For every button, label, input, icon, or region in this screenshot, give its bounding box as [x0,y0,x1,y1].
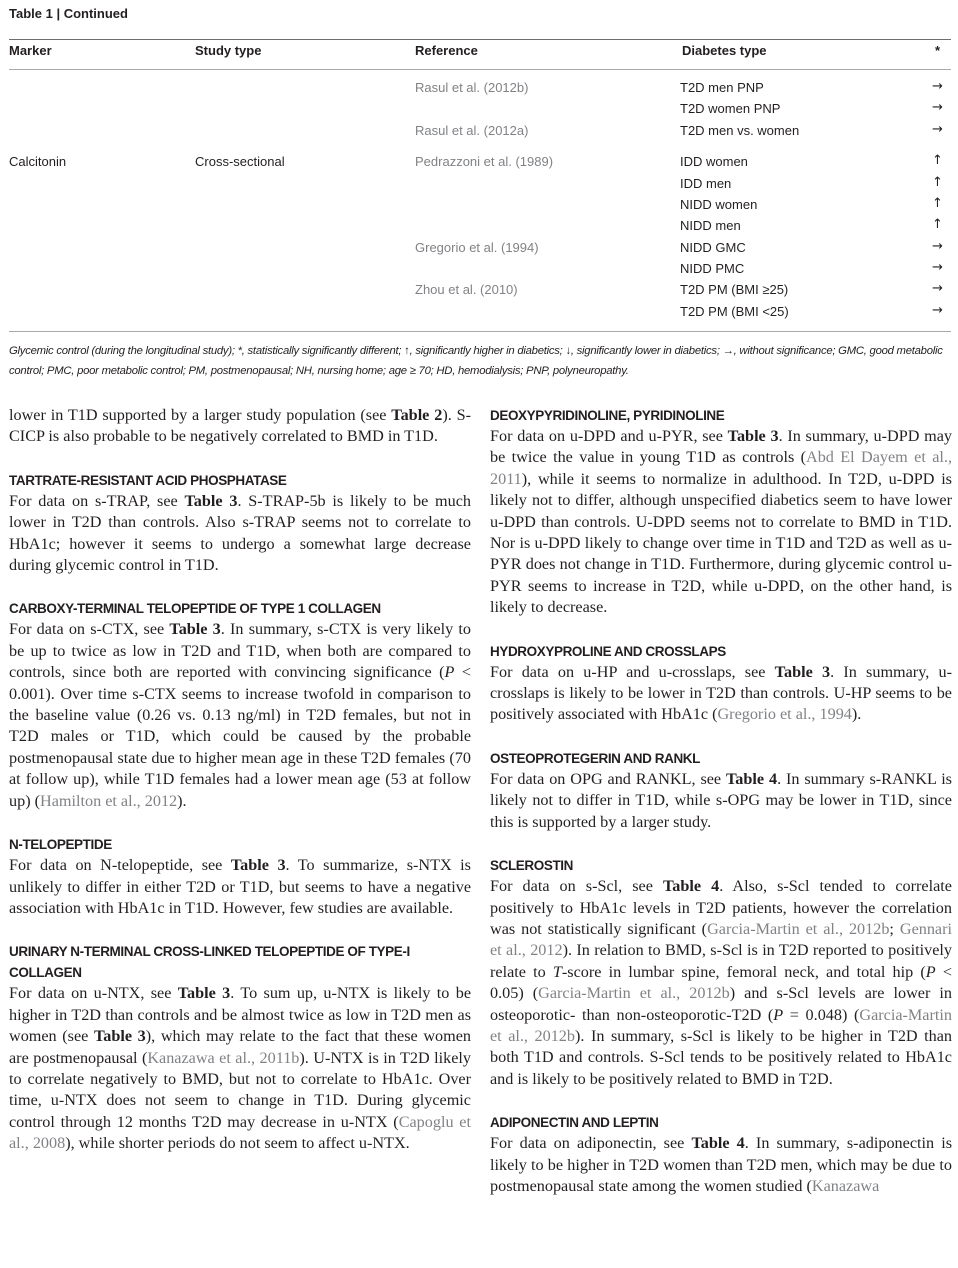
cell-reference[interactable]: Zhou et al. (2010) [415,282,518,297]
arrow-right-icon: → [932,260,943,275]
table-header-rule [9,69,951,70]
cell-reference[interactable]: Pedrazzoni et al. (1989) [415,154,554,169]
paragraph: For data on u-HP and u-crosslaps, see Table 3. In summary, u-crosslaps is likely to be lower in T2D than controls. U-HP seems to be positively associated with HbA1c (Gregorio et al., 1994). [490,662,952,724]
table-link[interactable]: Table 2 [391,406,443,424]
arrow-right-icon: → [932,122,943,137]
arrow-right-icon: → [932,303,943,318]
column-header-diabetes-type: Diabetes type [682,43,767,58]
table-footnote: Glycemic control (during the longitudinal study); *, statistically significantly different; ↑, significantly higher in diabetics; ↓, significantly lower in diabetics; →, without significance; GMC, good metabolic control; PMC, poor metabolic control; PM, postmenopausal; NH, nursing home; age ≥ 70; HD, hemodialysis; PNP, polyneuropathy. [9,345,943,377]
arrow-right-icon: → [932,281,943,296]
cell-diabetes-type: NIDD men [680,218,741,233]
cell-reference[interactable]: Gregorio et al. (1994) [415,240,539,255]
section-ctx [9,598,471,812]
section-untx [9,941,471,1154]
cell-diabetes-type: NIDD PMC [680,261,745,276]
section-heading: N-TELOPEPTIDE [9,837,112,853]
citation-link[interactable]: Gregorio et al., 1994 [717,705,852,724]
table-link[interactable]: Table 4 [691,1134,745,1153]
paragraph: For data on s-Scl, see Table 4. Also, s-Scl tended to correlate positively to HbA1c levels in T2D patients, however the correlation was not statistically significant (Garcia-Martin et al., 2012b; Gennari et al., 2012). In relation to BMD, s-Scl is in T2D reported to positively relate to T-score in lumbar spine, femoral neck, and total hip (P < 0.05) (Garcia-Martin et al., 2012b) and s-Scl levels are lower in osteoporotic- than non-osteoporotic-T2D (P = 0.048) (Garcia-Martin et al., 2012b). In summary, s-Scl is likely to be higher in T2D than both T1D and controls. S-Scl tends to be positively related to HbA1c and is likely to be positively related to BMD in T2D. [490,877,953,1088]
right-column [490,405,952,1219]
cell-reference[interactable]: Rasul et al. (2012b) [415,80,529,95]
section-heading: DEOXYPYRIDINOLINE, PYRIDINOLINE [490,408,725,423]
citation-link[interactable]: Kanazawa et al., 2011b [147,1048,300,1067]
section-adiponectin [490,1112,952,1197]
cell-diabetes-type: IDD women [680,154,748,169]
cell-marker: Calcitonin [9,154,67,169]
cell-diabetes-type: T2D PM (BMI <25) [680,304,789,319]
section-opg [490,748,952,833]
column-header-marker: Marker [9,43,52,58]
section-heading: ADIPONECTIN AND LEPTIN [490,1115,659,1131]
cell-reference[interactable]: Rasul et al. (2012a) [415,123,529,138]
arrow-up-icon: ↑ [932,175,943,190]
paragraph: For data on adiponectin, see Table 4. In summary, s-adiponectin is likely to be higher in T2D women than T2D men, which may be due to postmenopausal state among the women studied (Kanazawa [490,1134,953,1195]
section-trap [9,470,471,577]
citation-link[interactable]: Garcia-Martin et al., 2012b [538,984,730,1003]
table-link[interactable]: Table 3 [93,1027,146,1046]
cell-diabetes-type: T2D PM (BMI ≥25) [680,282,789,297]
arrow-right-icon: → [932,100,943,115]
cell-diabetes-type: T2D women PNP [680,101,781,116]
citation-link[interactable]: Garcia-Martin et al., 2012b [490,1005,952,1045]
citation-link[interactable]: Gennari et al., 2012 [490,919,953,960]
cell-diabetes-type: T2D men vs. women [680,123,800,138]
column-header-significance: * [935,43,941,58]
cell-study-type: Cross-sectional [195,154,285,169]
arrow-right-icon: → [932,239,943,254]
table-top-rule [9,39,951,40]
table-link[interactable]: Table 3 [177,984,231,1003]
paragraph: For data on N-telopeptide, see Table 3. To summarize, s-NTX is unlikely to differ in either T2D or T1D, but seems to have a negative association with HbA1c in T1D. However, few studies are available. [9,856,471,917]
paragraph: For data on u-NTX, see Table 3. To sum up, u-NTX is likely to be higher in T2D than controls and be almost twice as low in T2D men as women (see Table 3), which may relate to the fact that these women are postmenopausal (Kanazawa et al., 2011b). U-NTX is in T2D likely to correlate negatively to BMD, but not to correlate to HbA1c. Over time, u-NTX does not seem to change in T1D. During glycemic control through 12 months T2D may decrease in u-NTX (Capoglu et al., 2008), while shorter periods do not seem to affect u-NTX. [9,984,472,1153]
cell-diabetes-type: IDD men [680,176,732,191]
table-title: Table 1 | Continued [9,6,128,21]
arrow-up-icon: ↑ [932,217,943,232]
section-heading: HYDROXYPROLINE AND CROSSLAPS [490,643,726,659]
table-bottom-rule [9,331,951,332]
table-link[interactable]: Table 3 [230,856,286,875]
paragraph: For data on s-CTX, see Table 3. In summary, s-CTX is very likely to be up to twice as low in T2D and T1D, when both are compared to controls, since both are reported with convincing significance (P < 0.001). Over time s-CTX seems to increase twofold in comparison to the baseline value (0.26 vs. 0.13 ng/ml) in T2D females, but not in T2D males or T1D, which could be caused by the probable postmenopausal state due to higher mean age in these T2D females (70 at follow up), while T1D females had a lower mean age (53 at follow up) (Hamilton et al., 2012). [9,620,471,810]
paragraph: For data on s-TRAP, see Table 3. S-TRAP-5b is likely to be much lower in T2D than controls. Also s-TRAP seems not to correlate to HbA1c; however it seems to undergo a somewhat large decrease during glycemic control in T1D. [9,491,472,575]
arrow-up-icon: ↑ [932,153,943,168]
paragraph: For data on u-DPD and u-PYR, see Table 3. In summary, u-DPD may be twice the value in young T1D as controls (Abd El Dayem et al., 2011), while it seems to normalize in adulthood. In T2D, u-DPD is likely not to differ, although unspecified diabetics seem to have lower u-DPD than controls. U-DPD seems not to correlate to BMD in T1D. Nor is u-DPD likely to change over time in T1D and T2D as well as u-PYR does not change in T1D. Furthermore, during glycemic control u-PYR seems to increase in T2D, while u-DPD, on the other hand, is likely to decrease. [490,427,952,617]
section-ntx [9,834,471,919]
table-link[interactable]: Table 4 [726,769,778,788]
citation-link[interactable]: Hamilton et al., 2012 [40,791,178,810]
section-cicp-continued [9,405,471,448]
arrow-right-icon: → [932,79,943,94]
section-heading: TARTRATE-RESISTANT ACID PHOSPHATASE [9,472,287,488]
section-heading: OSTEOPROTEGERIN AND RANKL [490,750,701,766]
column-header-reference: Reference [415,43,478,58]
section-heading: SCLEROSTIN [490,858,574,874]
citation-link[interactable]: Capoglu et al., 2008 [9,1112,471,1153]
section-dpd [490,405,952,619]
table-link[interactable]: Table 3 [774,662,831,681]
table-link[interactable]: Table 3 [727,427,779,445]
citation-link[interactable]: Kanazawa [811,1176,880,1195]
paragraph: For data on OPG and RANKL, see Table 4. In summary s-RANKL is likely not to differ in T1D, while s-OPG may be lower in T1D, since this is supported by a larger study. [490,769,952,831]
cell-diabetes-type: T2D men PNP [680,80,764,95]
left-column [9,405,471,1177]
arrow-up-icon: ↑ [932,196,943,211]
cell-diabetes-type: NIDD women [680,197,758,212]
table-link[interactable]: Table 4 [662,877,720,896]
citation-link[interactable]: Garcia-Martin et al., 2012b [707,919,890,938]
table-link[interactable]: Table 3 [169,620,221,639]
section-heading: CARBOXY-TERMINAL TELOPEPTIDE OF TYPE 1 COLLAGEN [9,601,381,617]
paragraph: lower in T1D supported by a larger study population (see Table 2). S-CICP is also probable to be negatively correlated to BMD in T1D. [9,406,471,446]
section-hp [490,641,952,726]
cell-diabetes-type: NIDD GMC [680,240,746,255]
table-link[interactable]: Table 3 [184,491,238,510]
section-sclerostin [490,855,952,1090]
section-heading: URINARY N-TERMINAL CROSS-LINKED TELOPEPTIDE OF TYPE-I COLLAGEN [9,944,410,981]
citation-link[interactable]: Abd El Dayem et al., 2011 [490,448,952,488]
column-header-study-type: Study type [195,43,262,58]
